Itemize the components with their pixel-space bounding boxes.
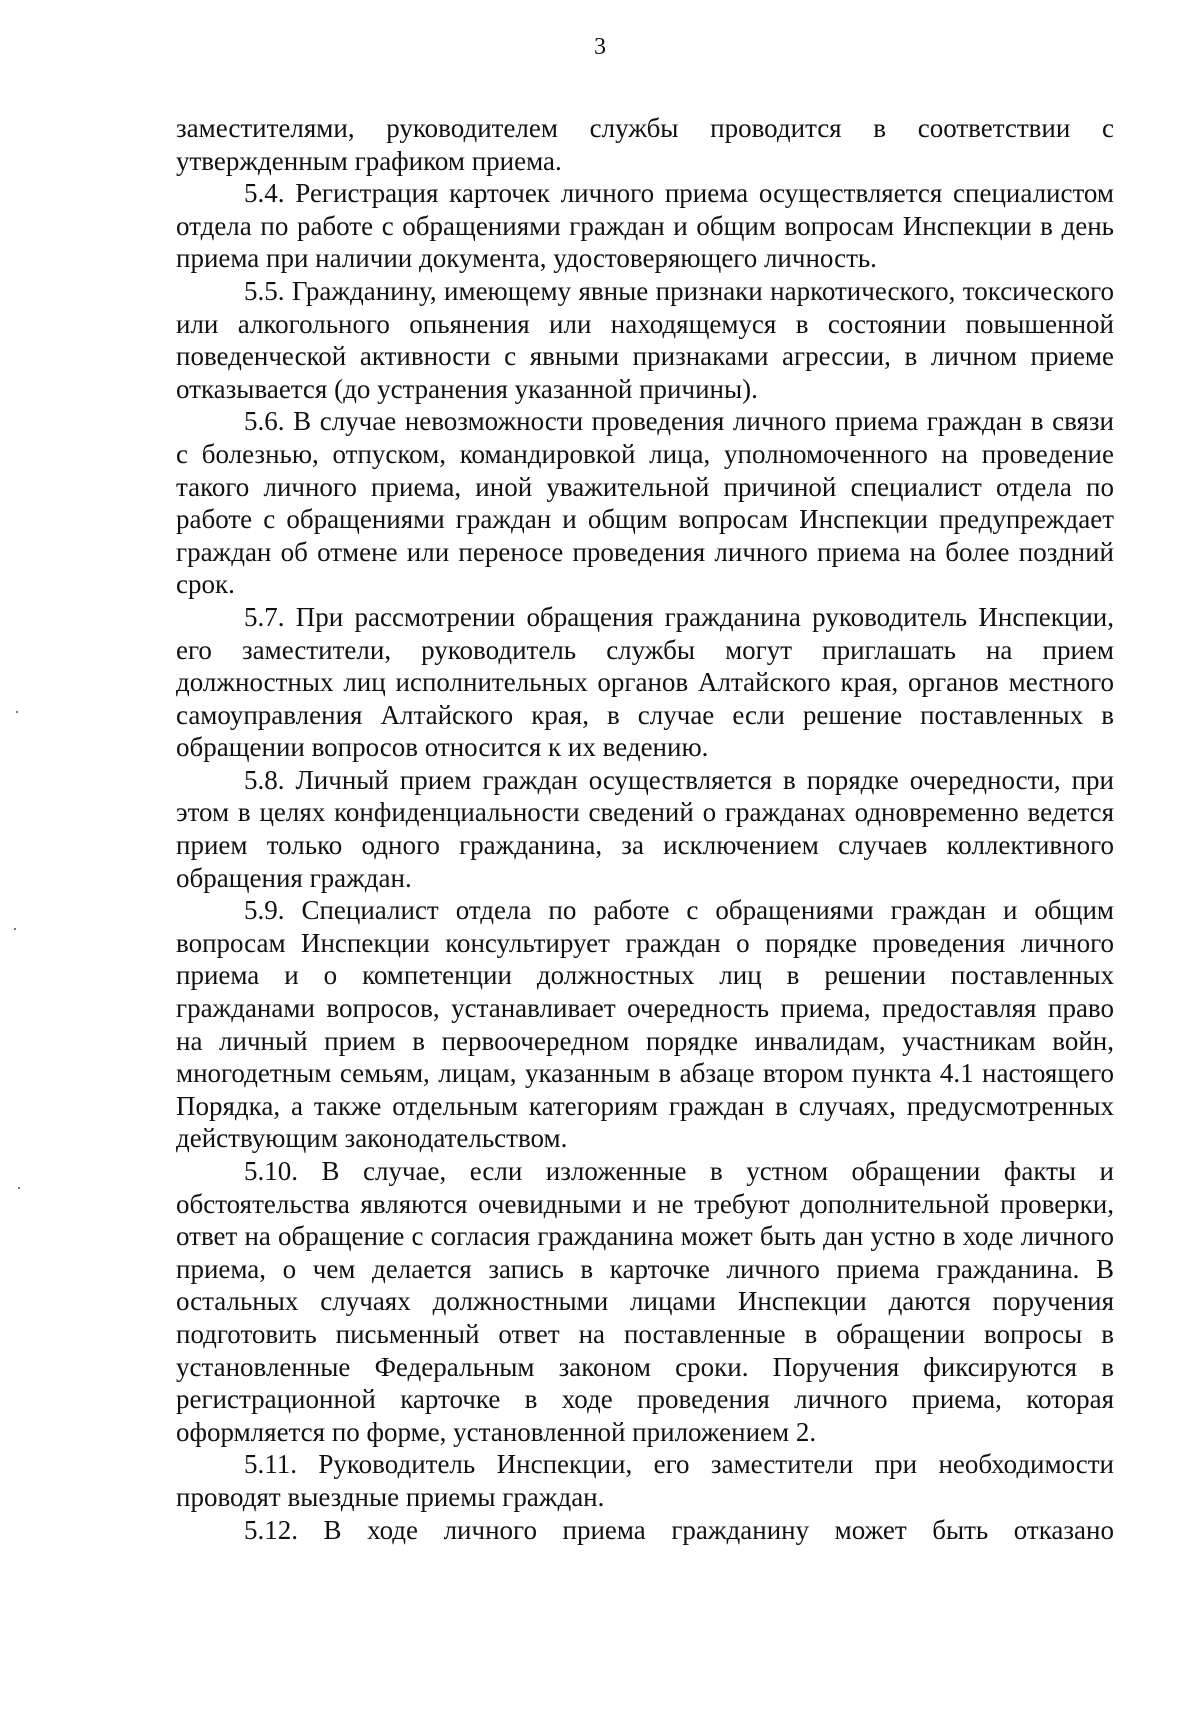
paragraph-5-4: 5.4. Регистрация карточек личного приема осуществляется специалистом отдела по работе с обращениями граждан и общим вопросам Инспекции в день приема при наличии документа, удостоверяющего личность. <box>176 178 1114 274</box>
paragraph-5-10: 5.10. В случае, если изложенные в устном обращении факты и обстоятельства являются очевидными и не требуют дополнительной проверки, ответ на обращение с согласия гражданина может быть дан устно в ходе личного приема, о чем делается запись в карточке личного приема гражданина. В остальных случаях должностными лицами Инспекции даются поручения подготовить письменный ответ на поставленные в обращении вопросы в установленные Федеральным законом сроки. Поручения фиксируются в регистрационной карточке в ходе проведения личного приема, которая оформляется по форме, установленной приложением 2. <box>176 1156 1114 1447</box>
paragraph-5-7: 5.7. При рассмотрении обращения гражданина руководитель Инспекции, его заместители, руководитель службы могут приглашать на прием должностных лиц исполнительных органов Алтайского края, органов местного самоуправления Алтайского края, в случае если решение поставленных в обращении вопросов относится к их ведению. <box>176 601 1114 763</box>
paragraph-continuation: заместителями, руководителем службы проводится в соответствии с утвержденным графиком приема. <box>176 113 1114 176</box>
paragraph-5-12: 5.12. В ходе личного приема гражданину может быть отказано <box>244 1514 1114 1545</box>
paragraph-5-6: 5.6. В случае невозможности проведения личного приема граждан в связи с болезнью, отпуском, командировкой лица, уполномоченного на проведение такого личного приема, иной уважительной причиной специалист отдела по работе с обращениями граждан и общим вопросам Инспекции предупреждает граждан об отмене или переносе проведения личного приема на более поздний срок. <box>176 406 1114 600</box>
paragraph-5-9: 5.9. Специалист отдела по работе с обращениями граждан и общим вопросам Инспекции консультирует граждан о порядке проведения личного приема и о компетенции должностных лиц в решении поставленных гражданами вопросов, устанавливает очередность приема, предоставляя право на личный прием в первоочередном порядке инвалидам, участникам войн, многодетным семьям, лицам, указанным в абзаце втором пункта 4.1 настоящего Порядка, а также отдельным категориям граждан в случаях, предусмотренных действующим законодательством. <box>176 895 1114 1154</box>
scan-speck <box>14 928 16 930</box>
paragraph-5-8: 5.8. Личный прием граждан осуществляется в порядке очередности, при этом в целях конфиденциальности сведений о гражданах одновременно ведется прием только одного гражданина, за исключением случаев коллективного обращения граждан. <box>176 764 1114 893</box>
paragraph-5-5: 5.5. Гражданину, имеющему явные признаки наркотического, токсического или алкогольного опьянения или находящемуся в состоянии повышенной поведенческой активности с явными признаками агрессии, в личном приеме отказывается (до устранения указанной причины). <box>176 275 1114 404</box>
document-body <box>176 112 1114 1546</box>
paragraph-5-11: 5.11. Руководитель Инспекции, его заместители при необходимости проводят выездные приемы граждан. <box>176 1449 1114 1512</box>
scan-speck <box>18 1187 20 1189</box>
scan-speck <box>16 711 18 713</box>
page-number: 3 <box>594 34 606 60</box>
